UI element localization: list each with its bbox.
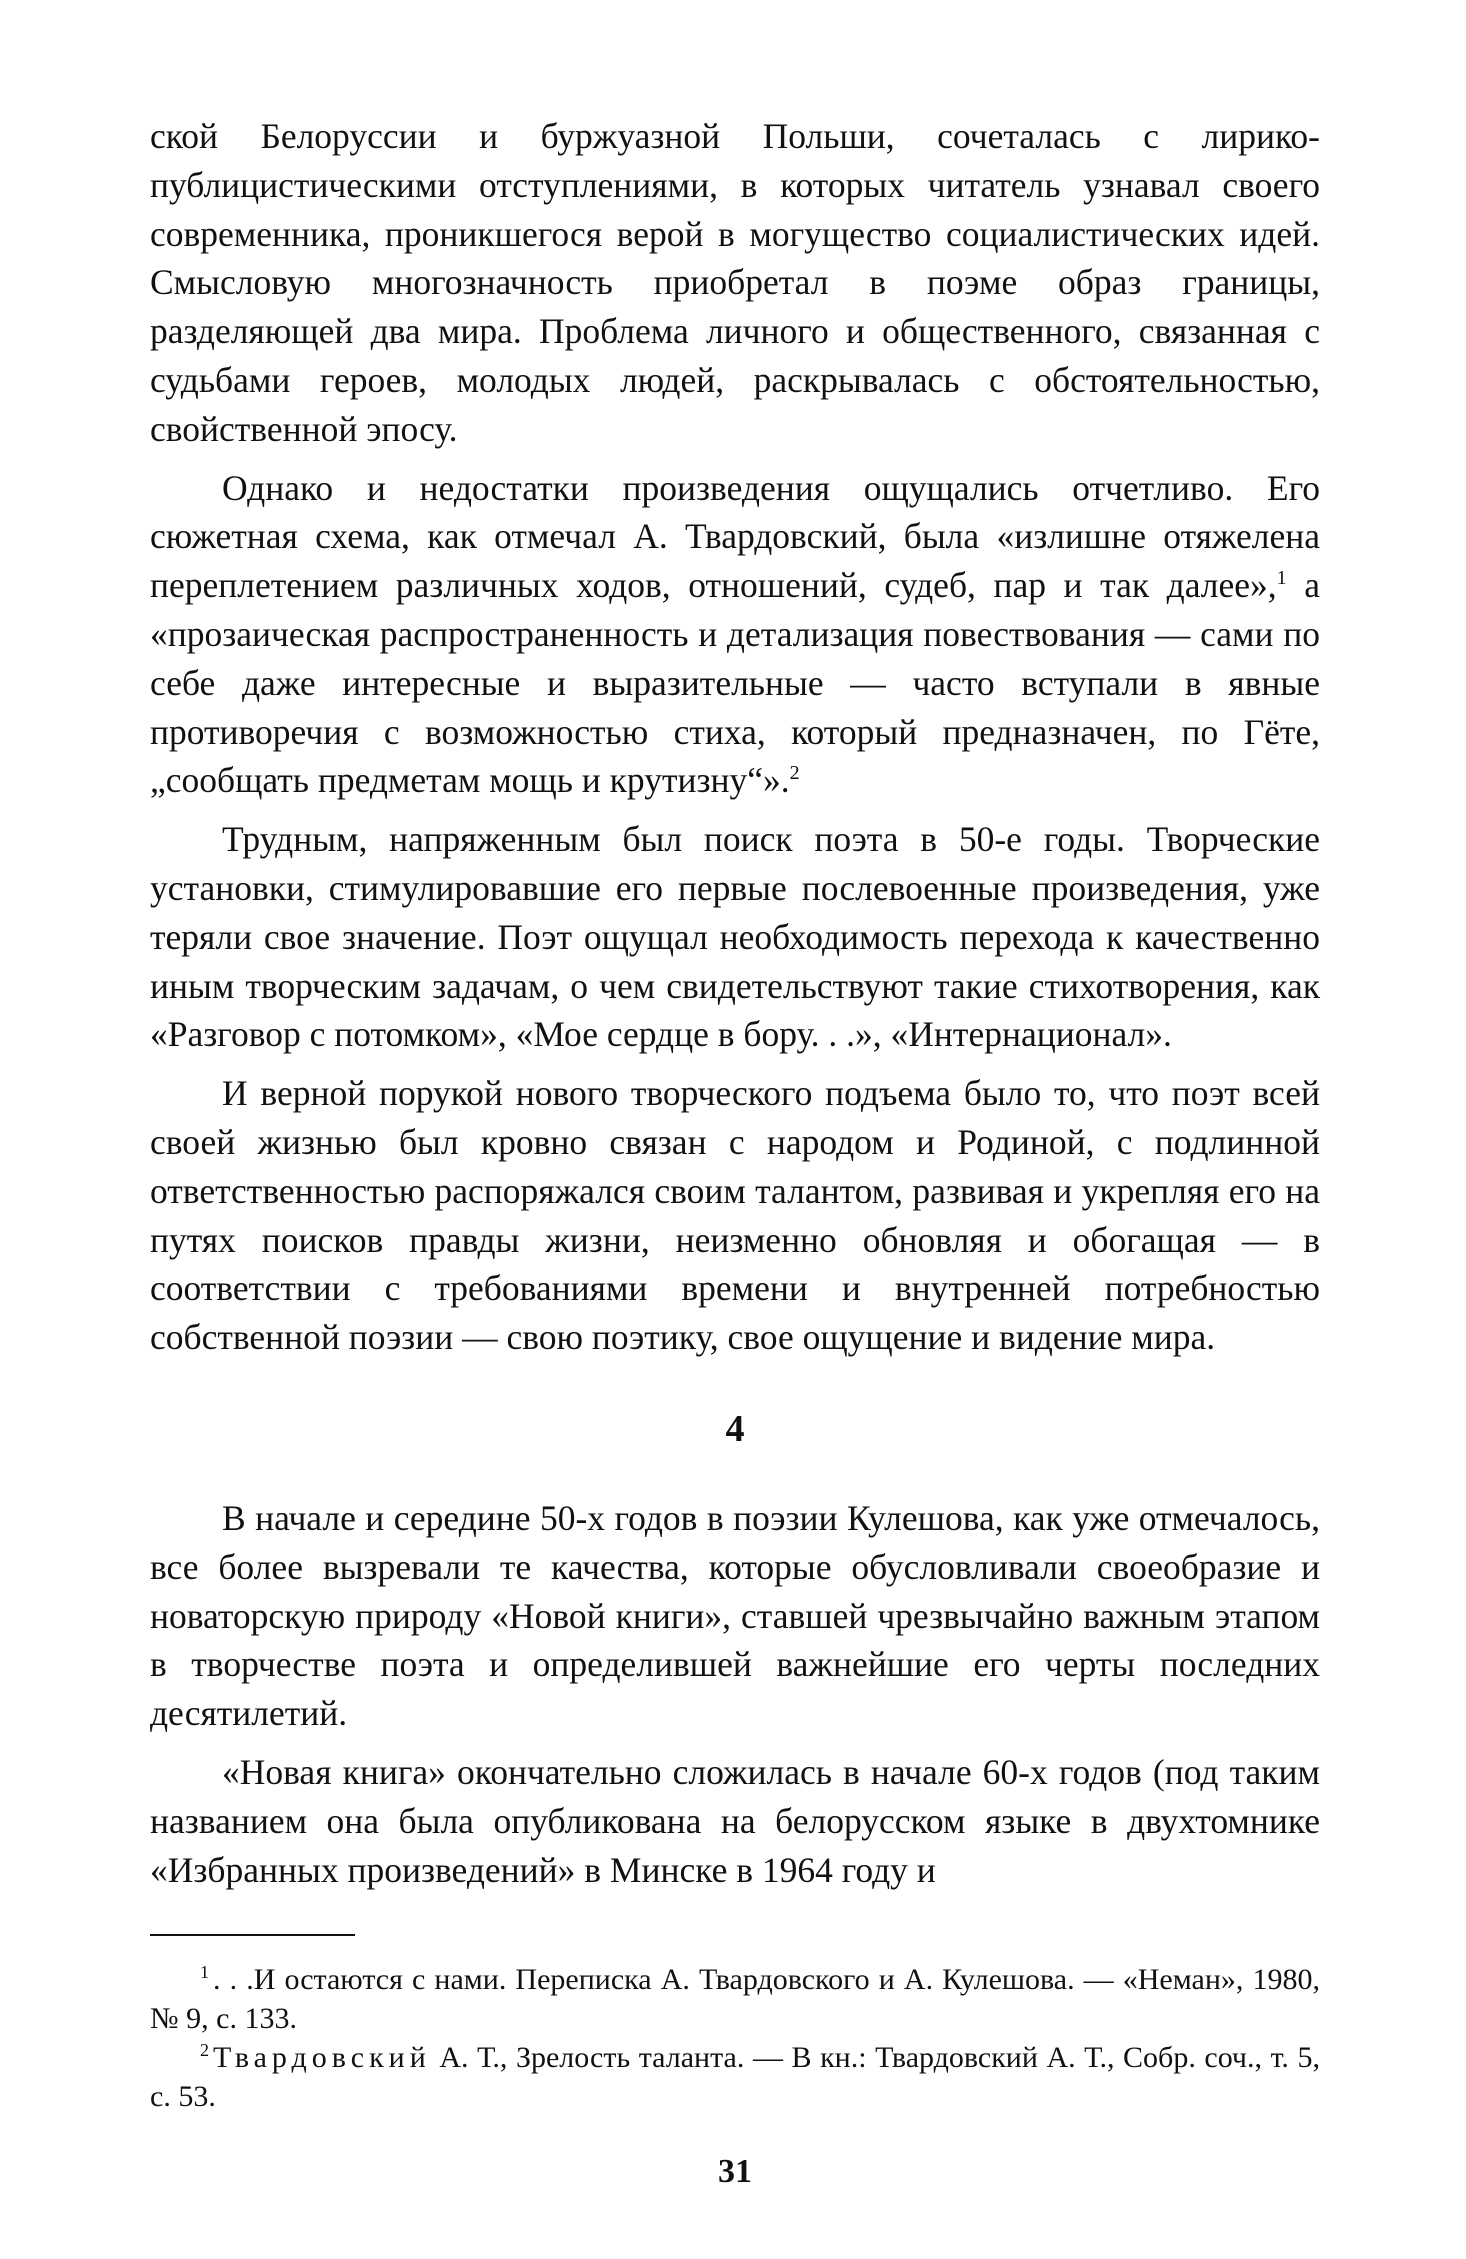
paragraph-shortcomings-part-b: а «прозаическая распространенность и детализация повествования — сами по себе даже интересные и выразительные — часто вступали в явные противоречия с возможностью стиха, который предназначен, по Гёте, „сообщать предметам мощь и крутизну“». [150, 565, 1320, 801]
main-text [150, 112, 1320, 1362]
footnote-ref-1[interactable]: 1 [1276, 567, 1287, 590]
section-number: 4 [725, 1407, 745, 1450]
page-number: 31 [718, 2153, 752, 2191]
footnote-2 [150, 2038, 1320, 2116]
paragraph-continued: ской Белоруссии и буржуазной Польши, сочеталась с лирико-публицистическими отступлениями, в которых читатель узнавал своего современника, проникшегося верой в могущество социалистических идей. Смысловую многозначность приобретал в поэме образ границы, разделяющей два мира. Проблема личного и общественного, связанная с судьбами героев, молодых людей, раскрывалась с обстоятельностью, свойственной эпосу. [150, 116, 1320, 449]
footnote-2-author: Твардовский [213, 2041, 431, 2075]
footnote-1 [150, 1960, 1320, 2038]
section-text [150, 1494, 1320, 1894]
paragraph-shortcomings [150, 464, 1320, 806]
book-page [150, 112, 1320, 2194]
footnote-ref-2[interactable]: 2 [789, 762, 800, 785]
footnotes [150, 1960, 1320, 2116]
paragraph-section-intro: В начале и середине 50-х годов в поэзии Кулешова, как уже отмечалось, все более вызревали те качества, которые обусловливали своеобразие и новаторскую природу «Новой книги», ставшей чрезвычайно важным этапом в творчестве поэта и определившей важнейшие его черты последних десятилетий. [150, 1497, 1320, 1734]
footnote-2-mark: 2 [200, 2040, 209, 2061]
paragraph-shortcomings-part-a: Однако и недостатки произведения ощущались отчетливо. Его сюжетная схема, как отмечал А. Твардовский, была «излишне отяжелена переплетением различных ходов, отношений, судеб, пар и так далее», [150, 467, 1320, 606]
footnote-2-text: А. Т., Зрелость таланта. — В кн.: Твардовский А. Т., Собр. соч., т. 5, с. 53. [150, 2041, 1320, 2114]
paragraph-guarantee: И верной порукой нового творческого подъема было то, что поэт всей своей жизнью был кровно связан с народом и Родиной, с подлинной ответственностью распоряжался своим талантом, развивая и укрепляя его на путях поисков правды жизни, неизменно обновляя и обогащая — в соответствии с требованиями времени и внутренней потребностью собственной поэзии — свою поэтику, свое ощущение и видение мира. [150, 1073, 1320, 1358]
footnote-1-text: . . .И остаются с нами. Переписка А. Твардовского и А. Кулешова. — «Неман», 1980, № 9, с. 133. [150, 1963, 1320, 2036]
paragraph-search: Трудным, напряженным был поиск поэта в 50-е годы. Творческие установки, стимулировавшие его первые послевоенные произведения, уже теряли свое значение. Поэт ощущал необходимость перехода к качественно иным творческим задачам, о чем свидетельствуют такие стихотворения, как «Разговор с потомком», «Мое сердце в бору. . .», «Интернационал». [150, 819, 1320, 1055]
paragraph-new-book: «Новая книга» окончательно сложилась в начале 60-х годов (под таким названием она была опубликована на белорусском языке в двухтомнике «Избранных произведений» в Минске в 1964 году и [150, 1751, 1320, 1890]
footnote-divider [150, 1934, 355, 1936]
footnote-1-mark: 1 [200, 1962, 209, 1983]
